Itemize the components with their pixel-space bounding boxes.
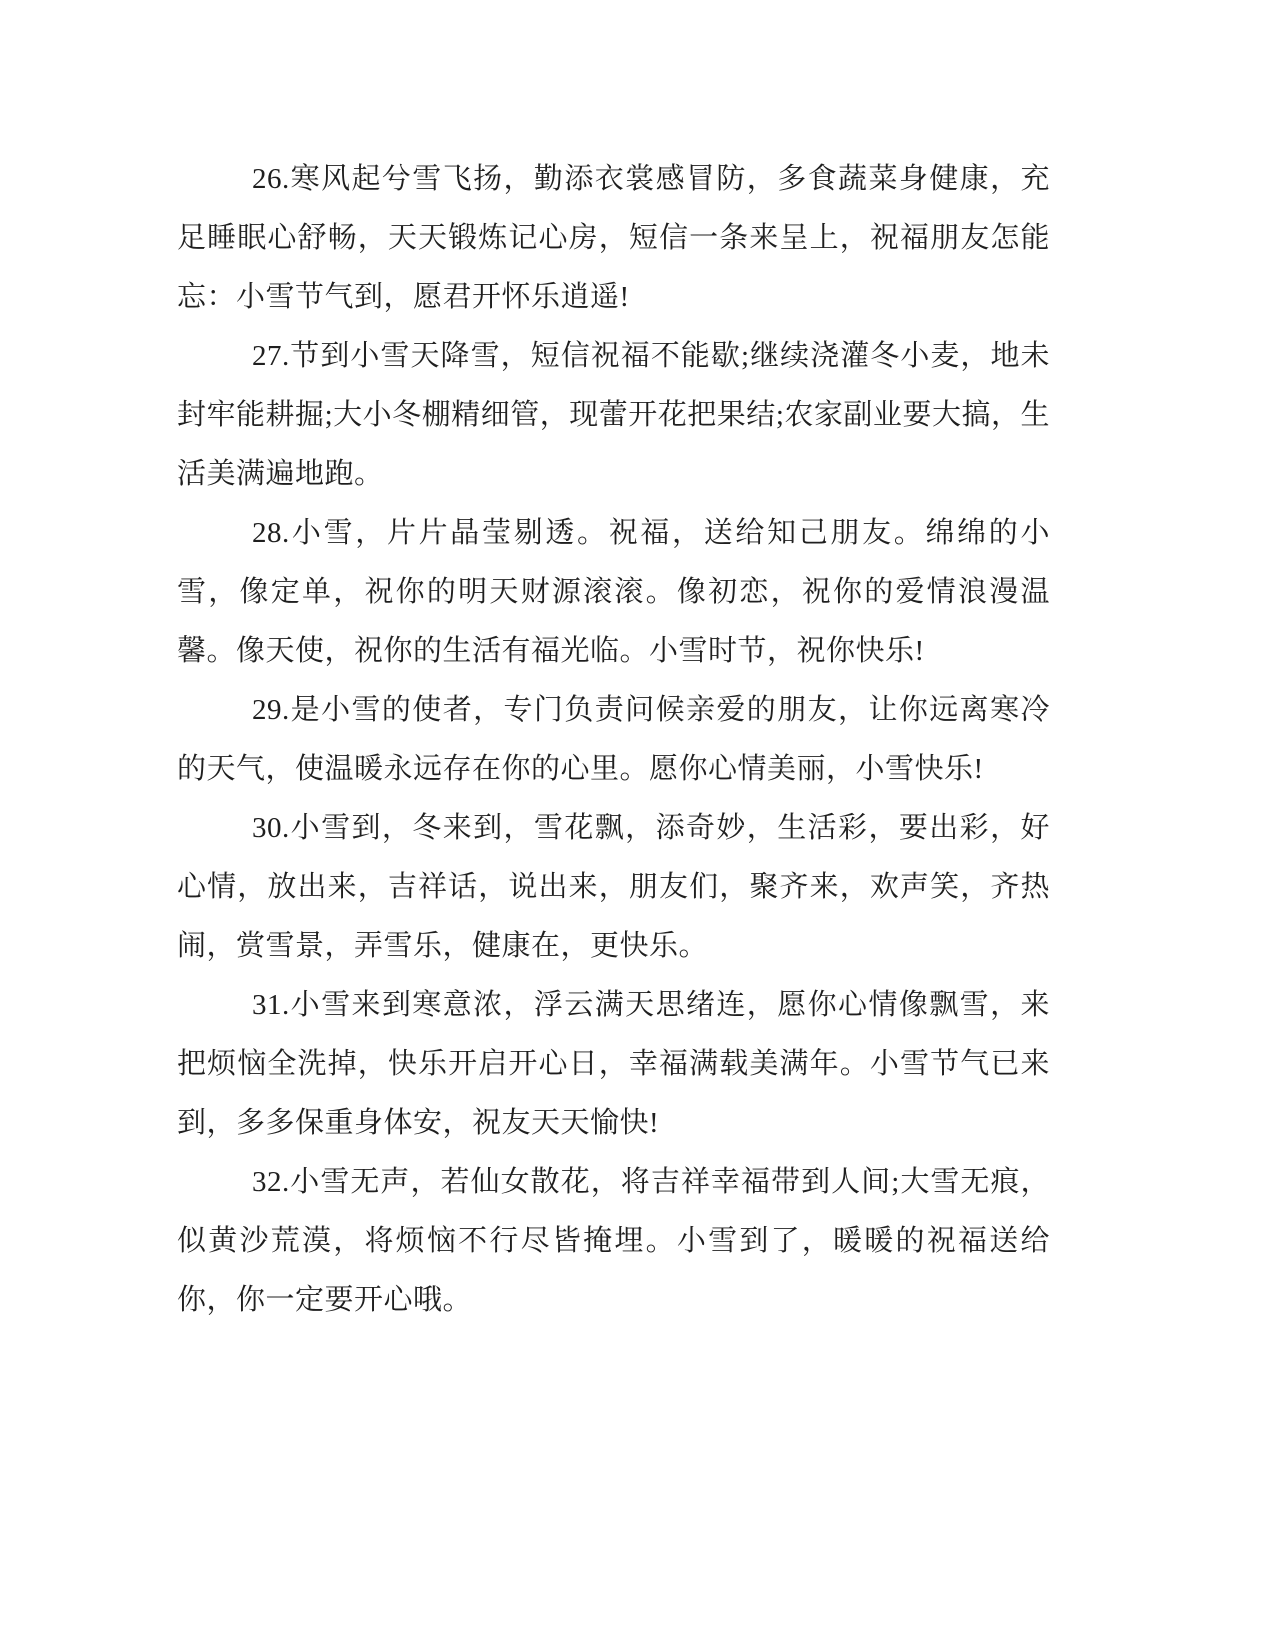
paragraph-text: 节到小雪天降雪，短信祝福不能歇;继续浇灌冬小麦，地未封牢能耕掘;大小冬棚精细管，现蕾开花把果结;农家副业要大搞，生活美满遍地跑。 — [177, 340, 1050, 490]
paragraph-text: 寒风起兮雪飞扬，勤添衣裳感冒防，多食蔬菜身健康，充足睡眠心舒畅，天天锻炼记心房，短信一条来呈上，祝福朋友怎能忘：小雪节气到，愿君开怀乐逍遥! — [177, 163, 1050, 313]
paragraph-number: 27. — [252, 340, 290, 372]
paragraph-number: 29. — [252, 694, 290, 726]
paragraph-31 — [177, 976, 1050, 1153]
paragraph-27 — [177, 327, 1050, 504]
paragraph-32 — [177, 1153, 1050, 1330]
paragraph-number: 28. — [252, 517, 290, 549]
paragraph-text: 小雪到，冬来到，雪花飘，添奇妙，生活彩，要出彩，好心情，放出来，吉祥话，说出来，朋友们，聚齐来，欢声笑，齐热闹，赏雪景，弄雪乐，健康在，更快乐。 — [177, 812, 1050, 962]
paragraph-text: 小雪来到寒意浓，浮云满天思绪连，愿你心情像飘雪，来把烦恼全洗掉，快乐开启开心日，幸福满载美满年。小雪节气已来到，多多保重身体安，祝友天天愉快! — [177, 989, 1050, 1139]
paragraph-29 — [177, 681, 1050, 799]
paragraph-30 — [177, 799, 1050, 976]
paragraph-number: 30. — [252, 812, 290, 844]
paragraph-text: 小雪，片片晶莹剔透。祝福，送给知己朋友。绵绵的小雪，像定单，祝你的明天财源滚滚。像初恋，祝你的爱情浪漫温馨。像天使，祝你的生活有福光临。小雪时节，祝你快乐! — [177, 517, 1050, 667]
paragraph-text: 是小雪的使者，专门负责问候亲爱的朋友，让你远离寒冷的天气，使温暖永远存在你的心里。愿你心情美丽，小雪快乐! — [177, 694, 1050, 785]
paragraph-28 — [177, 504, 1050, 681]
document-text-block — [177, 150, 1050, 1330]
paragraph-26 — [177, 150, 1050, 327]
paragraph-number: 31. — [252, 989, 290, 1021]
paragraph-number: 26. — [252, 163, 290, 195]
paragraph-text: 小雪无声，若仙女散花，将吉祥幸福带到人间;大雪无痕，似黄沙荒漠，将烦恼不行尽皆掩埋。小雪到了，暖暖的祝福送给你，你一定要开心哦。 — [177, 1166, 1050, 1316]
paragraph-number: 32. — [252, 1166, 290, 1198]
